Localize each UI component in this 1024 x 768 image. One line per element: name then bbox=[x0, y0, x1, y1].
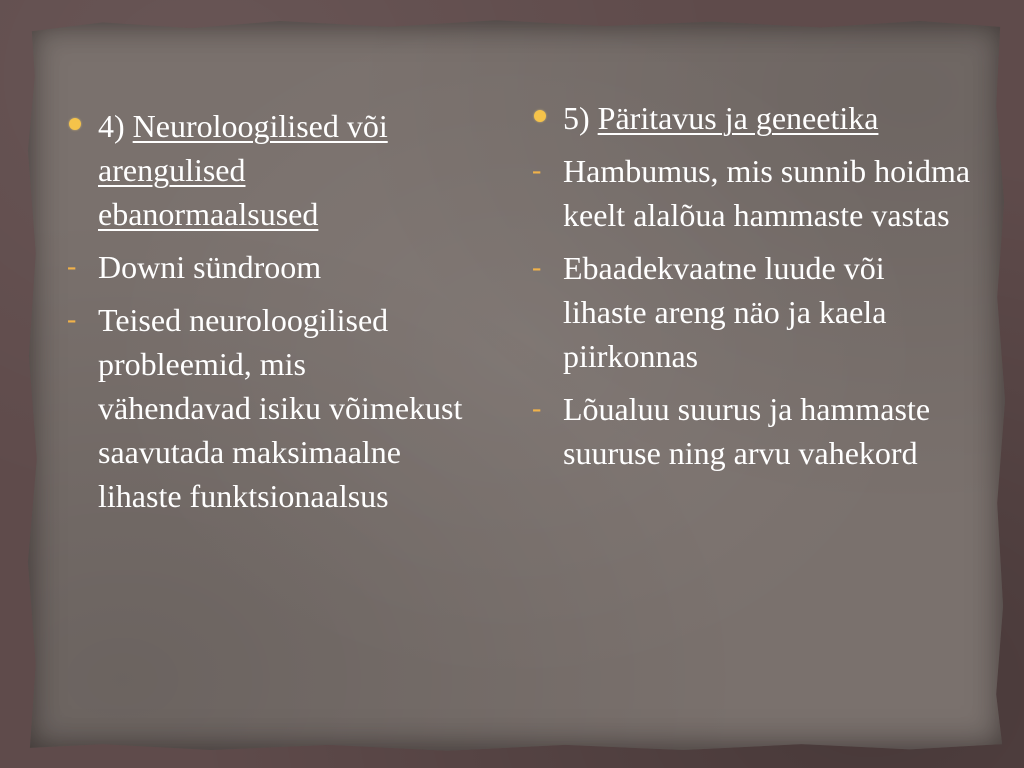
left-heading-title: Neuroloogilised või arengulised ebanormaalsused bbox=[98, 108, 388, 232]
right-column bbox=[531, 96, 971, 475]
dash-icon: - bbox=[532, 393, 542, 424]
list-item-text: Downi sündroom bbox=[98, 249, 322, 285]
list-item bbox=[66, 245, 466, 289]
dash-icon: - bbox=[532, 155, 542, 186]
list-item-text: Teised neuroloogilised probleemid, mis vähendavad isiku võimekust saavutada maksimaalne lihaste funktsionaalsus bbox=[98, 302, 463, 514]
bullet-dot-icon bbox=[534, 110, 546, 122]
list-item bbox=[66, 298, 466, 518]
dash-icon: - bbox=[67, 251, 77, 282]
list-item-text: Ebaadekvaatne luude või lihaste areng näo ja kaela piirkonnas bbox=[563, 250, 887, 374]
bullet-dot-icon bbox=[69, 118, 81, 130]
dash-icon: - bbox=[532, 252, 542, 283]
list-item-text: Hambumus, mis sunnib hoidma keelt alalõua hammaste vastas bbox=[563, 153, 971, 233]
left-column bbox=[66, 104, 466, 518]
list-item bbox=[531, 387, 971, 475]
right-heading-item bbox=[531, 96, 971, 140]
list-item-text: Lõualuu suurus ja hammaste suuruse ning arvu vahekord bbox=[563, 391, 931, 471]
left-heading-number: 4) bbox=[98, 108, 133, 144]
dash-icon: - bbox=[67, 304, 77, 335]
right-heading-number: 5) bbox=[563, 100, 598, 136]
right-heading-title: Päritavus ja geneetika bbox=[597, 100, 879, 136]
list-item bbox=[531, 246, 971, 378]
list-item bbox=[531, 149, 971, 237]
left-heading-item bbox=[66, 104, 466, 236]
